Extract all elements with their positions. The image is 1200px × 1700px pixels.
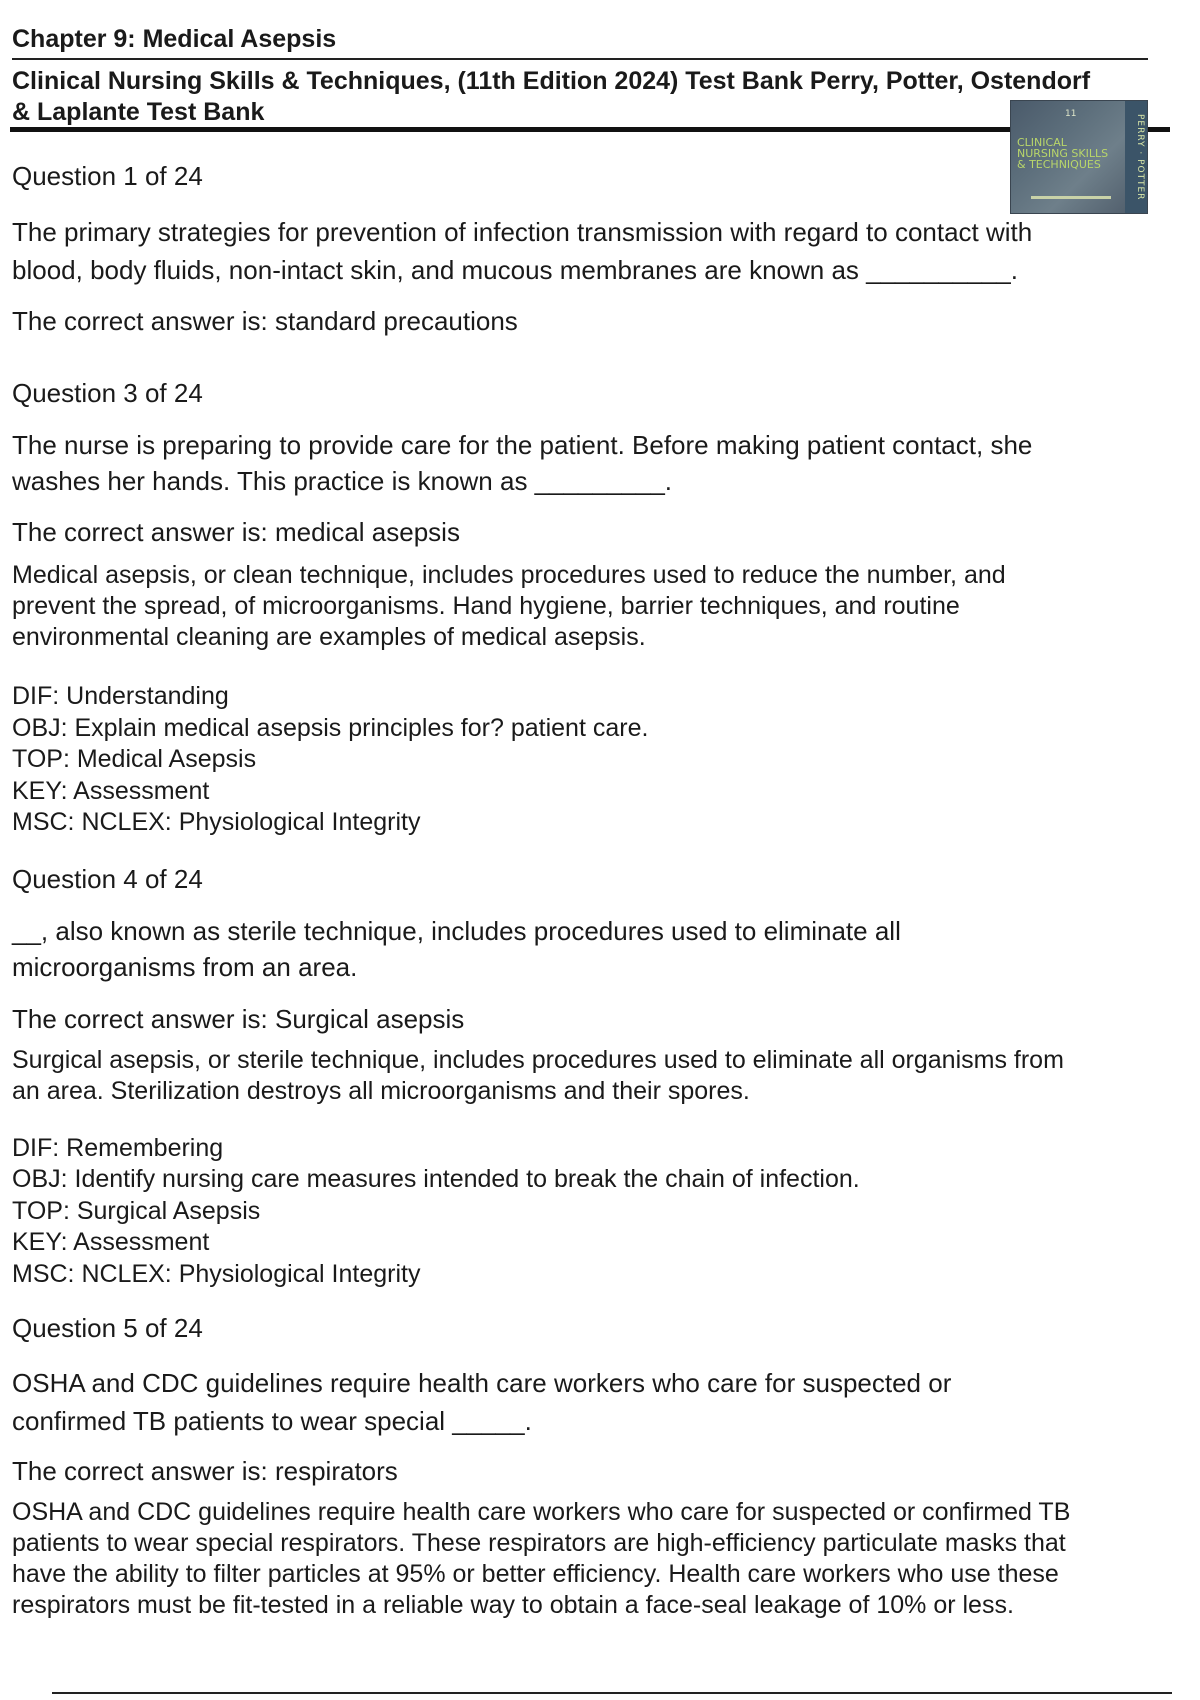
rationale — [12, 560, 1172, 653]
question-header: Question 1 of 24 — [12, 161, 203, 191]
cover-edition: 11 — [1065, 109, 1077, 119]
document-header — [12, 22, 1148, 128]
rationale-line: patients to wear special respirators. These respirators are high-efficiency particulate masks that — [12, 1529, 1066, 1557]
question-metadata — [12, 681, 1172, 839]
question-header: Question 5 of 24 — [12, 1313, 203, 1343]
msc-label: MSC: NCLEX: Physiological Integrity — [12, 1259, 421, 1288]
book-title — [12, 66, 1148, 128]
cover-spine-text: PERRY · POTTER — [1135, 113, 1145, 201]
question-text-line: __, also known as sterile technique, includes procedures used to eliminate all — [12, 915, 901, 946]
question-text-line: blood, body fluids, non-intact skin, and mucous membranes are known as __________. — [12, 255, 1018, 285]
correct-answer: The correct answer is: respirators — [12, 1456, 398, 1486]
rationale-line: Surgical asepsis, or sterile technique, includes procedures used to eliminate all organisms from — [12, 1045, 1064, 1074]
rationale-line: have the ability to filter particles at 95% or better efficiency. Health care workers who use these — [12, 1560, 1059, 1588]
cover-title: CLINICAL NURSING SKILLS & TECHNIQUES — [1017, 136, 1109, 171]
question-text-line: confirmed TB patients to wear special _____. — [12, 1406, 532, 1436]
rationale-line: prevent the spread, of microorganisms. Hand hygiene, barrier techniques, and routine — [12, 592, 960, 620]
rationale — [12, 1045, 1172, 1107]
rationale-line: OSHA and CDC guidelines require health care workers who care for suspected or confirmed TB — [12, 1498, 1071, 1526]
book-title-line: Clinical Nursing Skills & Techniques, (11th Edition 2024) Test Bank Perry, Potter, Ostendorf — [12, 67, 1091, 95]
rationale-line: respirators must be fit-tested in a reliable way to obtain a face-seal leakage of 10% or less. — [12, 1591, 1014, 1619]
msc-label: MSC: NCLEX: Physiological Integrity — [12, 808, 421, 836]
question-block — [12, 160, 1172, 337]
key-label: KEY: Assessment — [12, 776, 210, 805]
correct-answer: The correct answer is: Surgical asepsis — [12, 1003, 465, 1034]
rationale-line: environmental cleaning are examples of medical asepsis. — [12, 623, 646, 651]
question-block — [12, 863, 1172, 1291]
correct-answer: The correct answer is: standard precautions — [12, 306, 518, 336]
key-label: KEY: Assessment — [12, 1228, 210, 1256]
question-text-line: microorganisms from an area. — [12, 951, 358, 982]
topic-label: TOP: Surgical Asepsis — [12, 1196, 261, 1225]
question-text-line: OSHA and CDC guidelines require health care workers who care for suspected or — [12, 1368, 952, 1398]
question-text — [12, 213, 1172, 289]
question-list — [12, 160, 1172, 1621]
difficulty-label: DIF: Remembering — [12, 1133, 224, 1162]
question-text — [12, 1364, 1172, 1440]
objective-label: OBJ: Identify nursing care measures intended to break the chain of infection. — [12, 1165, 860, 1193]
footer-divider — [52, 1692, 1172, 1694]
header-divider — [10, 127, 1170, 132]
difficulty-label: DIF: Understanding — [12, 682, 229, 710]
chapter-title: Chapter 9: Medical Asepsis — [12, 22, 1148, 60]
book-title-line: & Laplante Test Bank — [12, 98, 265, 126]
question-text-line: washes her hands. This practice is known as _________. — [12, 466, 673, 496]
correct-answer: The correct answer is: medical asepsis — [12, 517, 460, 547]
rationale-line: an area. Sterilization destroys all microorganisms and their spores. — [12, 1076, 750, 1105]
question-text-line: The primary strategies for prevention of infection transmission with regard to contact with — [12, 217, 1033, 247]
question-text — [12, 913, 1172, 985]
question-block — [12, 377, 1172, 839]
question-header: Question 4 of 24 — [12, 863, 203, 894]
rationale — [12, 1497, 1172, 1621]
question-header: Question 3 of 24 — [12, 378, 203, 408]
question-text-line: The nurse is preparing to provide care for the patient. Before making patient contact, she — [12, 430, 1033, 460]
question-metadata — [12, 1133, 1172, 1291]
objective-label: OBJ: Explain medical asepsis principles for? patient care. — [12, 713, 649, 742]
topic-label: TOP: Medical Asepsis — [12, 745, 257, 773]
question-text — [12, 427, 1172, 499]
rationale-line: Medical asepsis, or clean technique, includes procedures used to reduce the number, and — [12, 561, 1006, 589]
question-block — [12, 1312, 1172, 1621]
